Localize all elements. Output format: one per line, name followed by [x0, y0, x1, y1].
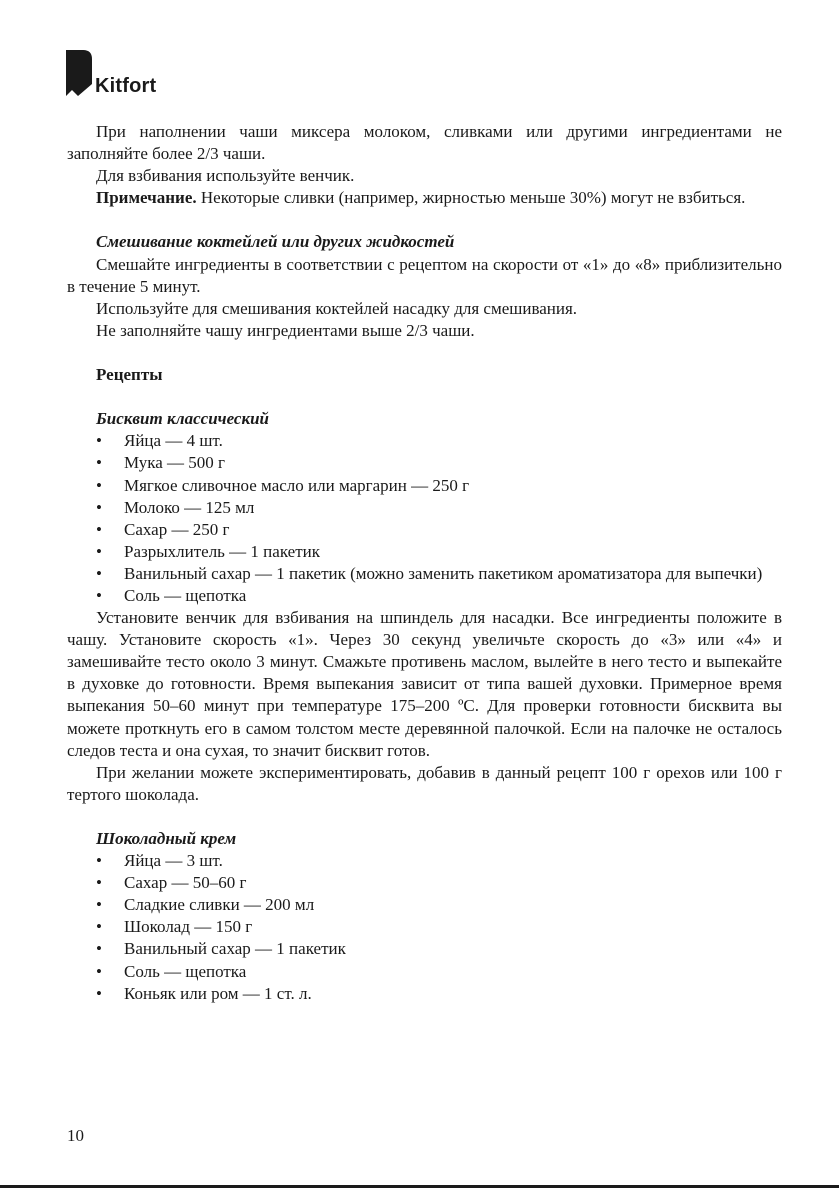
list-item: • Соль — щепотка: [67, 585, 782, 607]
list-item: • Соль — щепотка: [67, 961, 782, 983]
list-item: • Мягкое сливочное масло или маргарин — 250 г: [67, 475, 782, 497]
cocktails-paragraph-2: Используйте для смешивания коктейлей насадку для смешивания.: [96, 298, 578, 318]
list-item: • Сахар — 250 г: [67, 519, 782, 541]
list-item: • Сахар — 50–60 г: [67, 872, 782, 894]
document-body: [67, 121, 782, 1005]
list-item: • Коньяк или ром — 1 ст. л.: [67, 983, 782, 1005]
biscuit-tip: При желании можете экспериментировать, добавив в данный рецепт 100 г орехов или 100 г тертого шоколада.: [67, 762, 782, 804]
list-item: • Ванильный сахар — 1 пакетик: [67, 938, 782, 960]
list-item: • Молоко — 125 мл: [67, 497, 782, 519]
cocktails-paragraph-3: Не заполняйте чашу ингредиентами выше 2/3 чаши.: [96, 320, 475, 340]
kitfort-logo-icon: [66, 50, 92, 96]
list-item: • Разрыхлитель — 1 пакетик: [67, 541, 782, 563]
note-text: Некоторые сливки (например, жирностью меньше 30%) могут не взбиться.: [196, 188, 746, 208]
cream-heading: Шоколадный крем: [96, 829, 237, 848]
cocktails-paragraph-1: Смешайте ингредиенты в соответствии с рецептом на скорости от «1» до «8» приблизительно в течение 5 минут.: [67, 254, 782, 296]
whip-paragraph-2: Для взбивания используйте венчик.: [96, 166, 355, 186]
recipes-heading: Рецепты: [96, 365, 163, 385]
note-label: Примечание.: [96, 188, 197, 208]
brand-logo: [66, 50, 186, 100]
whip-paragraph-1: При наполнении чаши миксера молоком, сливками или другими ингредиентами не заполняйте более 2/3 чаши.: [67, 122, 782, 164]
logo-text: Kitfort: [95, 75, 157, 97]
list-item: • Шоколад — 150 г: [67, 916, 782, 938]
cream-ingredients: [67, 850, 782, 1005]
biscuit-heading: Бисквит классический: [96, 409, 269, 429]
list-item: • Яйца — 4 шт.: [67, 430, 782, 452]
biscuit-ingredients: [67, 430, 782, 607]
page-number: 10: [67, 1126, 84, 1145]
whip-note: [67, 187, 782, 209]
list-item: • Сладкие сливки — 200 мл: [67, 894, 782, 916]
cocktails-heading: Смешивание коктейлей или других жидкостей: [96, 232, 455, 252]
list-item: • Ванильный сахар — 1 пакетик (можно заменить пакетиком ароматизатора для выпечки): [67, 563, 782, 585]
biscuit-instructions: Установите венчик для взбивания на шпиндель для насадки. Все ингредиенты положите в чашу. Установите скорость «1». Через 30 секунд увеличьте скорость до «3» или «4» и замешивайте тесто около 3 минут. Смажьте противень маслом, вылейте в него тесто и выпекайте в духовке до готовности. Время выпекания зависит от типа вашей духовки. Примерное время выпекания 50–60 минут при температуре 175–200 ºС. Для проверки готовности бисквита вы можете проткнуть его в самом толстом месте деревянной палочкой. Если на палочке не осталось следов теста и она сухая, то значит бисквит готов.: [67, 608, 782, 760]
list-item: • Яйца — 3 шт.: [67, 850, 782, 872]
list-item: • Мука — 500 г: [67, 452, 782, 474]
